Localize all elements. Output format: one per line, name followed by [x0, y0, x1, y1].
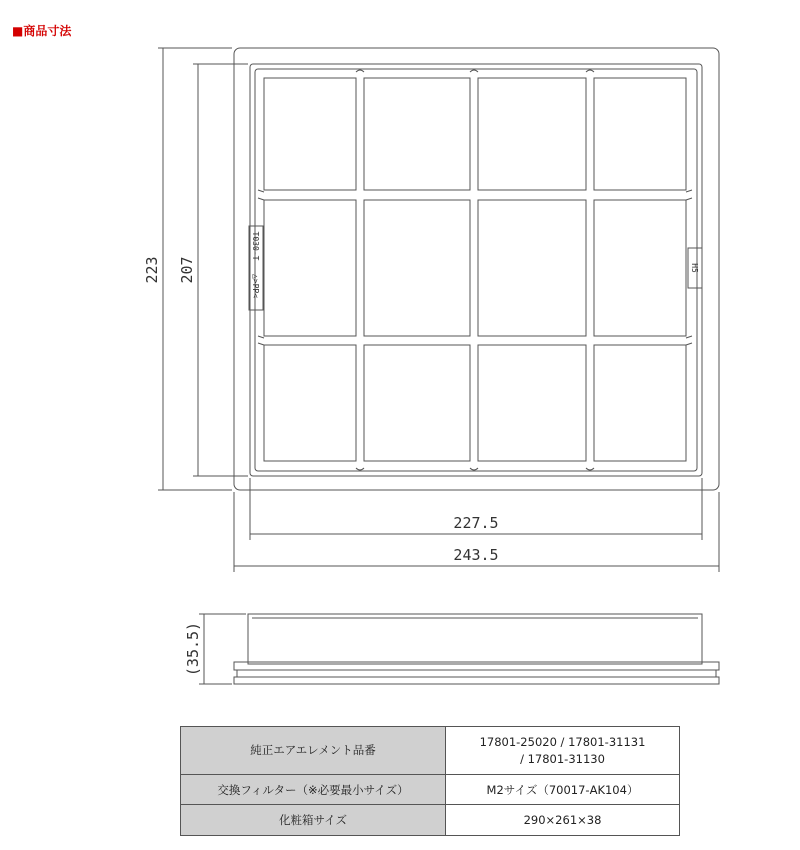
material-label: △>PP< — [251, 273, 260, 299]
filter-side-view — [234, 614, 719, 684]
dim-outer-width: 243.5 — [453, 546, 499, 564]
spec-table — [180, 726, 680, 836]
filter-inner-frame — [250, 64, 702, 476]
spec-label-oem-part: 純正エアエレメント品番 — [181, 727, 446, 775]
filter-outer-frame — [234, 48, 719, 490]
oem-part-line1: 17801-25020 / 17801-31131 — [479, 734, 646, 749]
section-title: ■商品寸法 — [12, 24, 72, 38]
spec-label-replacement-filter: 交換フィルター（※必要最小サイズ） — [181, 775, 446, 805]
part-code-label: T030-T — [251, 231, 260, 261]
part-size-mark: H5 — [690, 263, 699, 273]
dim-outer-height: 223 — [143, 256, 161, 284]
table-row — [181, 727, 680, 775]
table-row — [181, 805, 680, 836]
dim-depth: (35.5) — [184, 621, 202, 677]
spec-label-box-size: 化粧箱サイズ — [181, 805, 446, 836]
spec-value-box-size: 290×261×38 — [446, 805, 680, 836]
spec-value-replacement-filter: M2サイズ（70017-AK104） — [446, 775, 680, 805]
dim-inner-width: 227.5 — [453, 514, 499, 532]
oem-part-line2: / 17801-31130 — [520, 751, 605, 766]
spec-value-oem-part — [446, 727, 680, 775]
filter-grid-cells — [264, 78, 686, 461]
table-row — [181, 775, 680, 805]
dim-inner-height: 207 — [178, 256, 196, 284]
